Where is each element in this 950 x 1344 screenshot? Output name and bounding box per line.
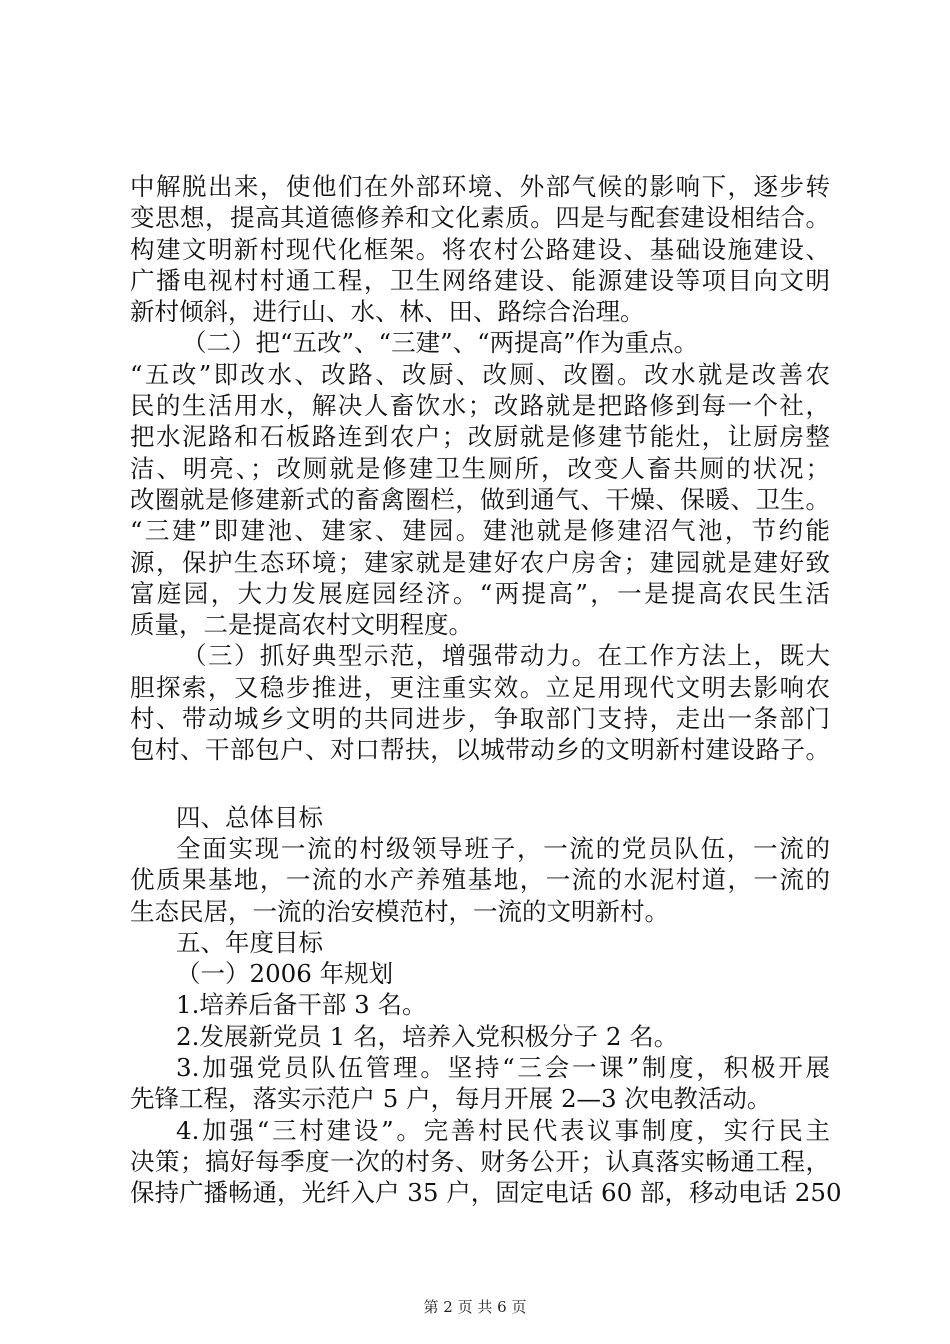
text-line: 广播电视村村通工程，卫生网络建设、能源建设等项目向文明 xyxy=(130,265,830,295)
text-line: 把水泥路和石板路连到农户；改厨就是修建节能灶，让厨房整 xyxy=(130,422,830,452)
document-body xyxy=(130,171,842,1209)
text-line: 源，保护生态环境；建家就是建好农户房舍；建园就是建好致 xyxy=(130,547,830,577)
section-heading-overall-goals: 四、总体目标 xyxy=(176,802,323,832)
list-item: 2.发展新党员 1 名，培养入党积极分子 2 名。 xyxy=(176,1021,679,1051)
list-item: 1.培养后备干部 3 名。 xyxy=(176,990,427,1020)
text-line: 优质果基地，一流的水产养殖基地，一流的水泥村道，一流的 xyxy=(130,865,830,895)
list-item xyxy=(130,1115,842,1209)
page-number: 第 2 页 共 6 页 xyxy=(423,1298,527,1316)
list-item xyxy=(130,1052,830,1115)
text-line: “五改”即改水、改路、改厨、改厕、改圈。改水就是改善农 xyxy=(130,359,830,389)
text-line: 决策；搞好每季度一次的村务、财务公开；认真落实畅通工程， xyxy=(130,1146,830,1176)
text-line: 民的生活用水，解决人畜饮水；改路就是把路修到每一个社， xyxy=(130,391,830,421)
section-gap xyxy=(130,766,830,802)
page-footer xyxy=(0,1296,950,1317)
text-line: 村、带动城乡文明的共同进步，争取部门支持，走出一条部门 xyxy=(130,704,830,734)
text-line: 中解脱出来，使他们在外部环境、外部气候的影响下，逐步转 xyxy=(130,172,830,201)
text-line: 生态民居，一流的治安模范村，一流的文明新村。 xyxy=(130,896,669,926)
text-line: 3.加强党员队伍管理。坚持“三会一课”制度，积极开展 xyxy=(176,1053,830,1083)
text-line: 新村倾斜，进行山、水、林、田、路综合治理。 xyxy=(130,297,645,327)
paragraph-overall-goals xyxy=(130,833,830,927)
text-line: 先锋工程，落实示范户 5 户，每月开展 2—3 次电教活动。 xyxy=(130,1084,772,1114)
text-line: 质量，二是提高农村文明程度。 xyxy=(130,610,473,640)
text-line: 4.加强“三村建设”。完善村民代表议事制度，实行民主 xyxy=(176,1115,830,1145)
text-line: （三）抓好典型示范，增强带动力。在工作方法上，既大 xyxy=(182,641,830,671)
text-line: 变思想，提高其道德修养和文化素质。四是与配套建设相结合。 xyxy=(130,203,830,233)
text-line: “三建”即建池、建家、建园。建池就是修建沼气池，节约能 xyxy=(130,516,830,546)
text-line: 改圈就是修建新式的畜禽圈栏，做到通气、干燥、保暖、卫生。 xyxy=(130,484,830,514)
subsection-heading-2006-plan: （一）2006 年规划 xyxy=(176,959,394,989)
text-line: 保持广播畅通，光纤入户 35 户，固定电话 60 部，移动电话 250 xyxy=(130,1178,842,1208)
section-heading-annual-goals: 五、年度目标 xyxy=(176,927,323,957)
paragraph-typical-demonstration xyxy=(130,640,830,765)
text-line: 洁、明亮、；改厕就是修建卫生厕所，改变人畜共厕的状况； xyxy=(130,453,830,483)
text-line: 胆探索，又稳步推进，更注重实效。立足用现代文明去影响农 xyxy=(130,672,830,702)
text-line: 构建文明新村现代化框架。将农村公路建设、基础设施建设、 xyxy=(130,234,830,264)
text-line: 全面实现一流的村级领导班子，一流的党员队伍，一流的 xyxy=(176,833,830,863)
text-line: （二）把“五改”、“三建”、“两提高”作为重点。 xyxy=(182,328,699,358)
paragraph-supporting-construction xyxy=(130,171,830,327)
paragraph-five-reforms xyxy=(130,327,830,640)
text-line: 富庭园，大力发展庭园经济。“两提高”，一是提高农民生活 xyxy=(130,578,830,608)
text-line: 包村、干部包户、对口帮扶，以城带动乡的文明新村建设路子。 xyxy=(130,735,830,765)
